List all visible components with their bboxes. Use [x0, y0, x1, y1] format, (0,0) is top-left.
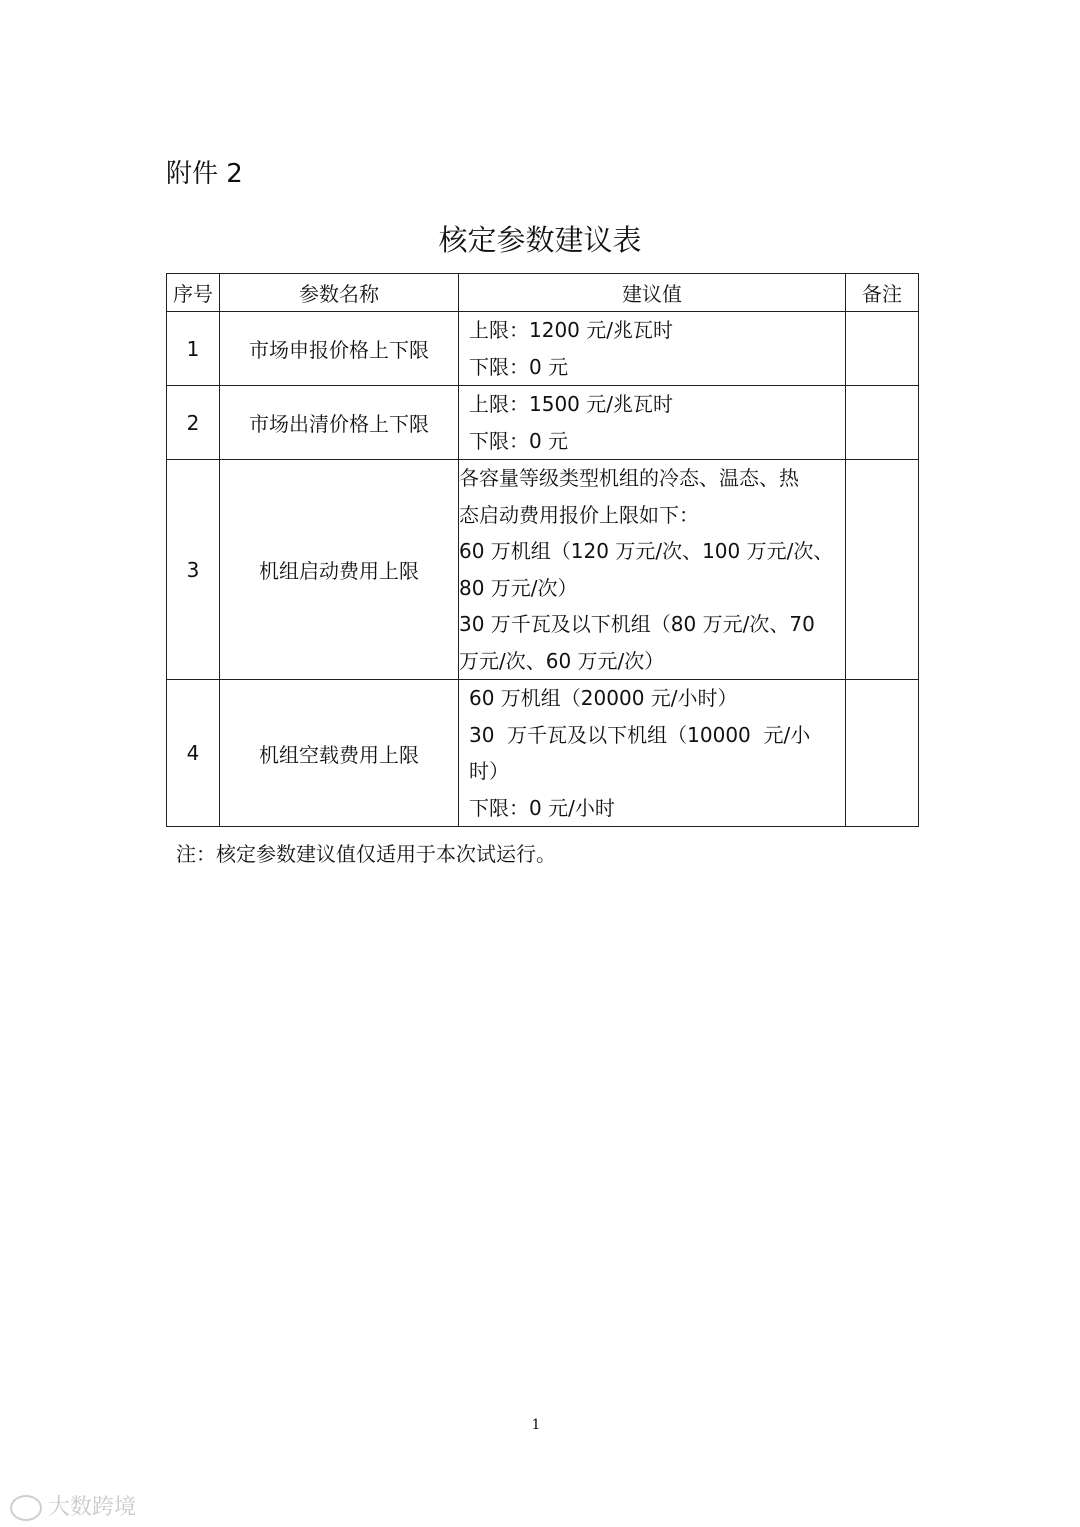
value-line: 下限：0 元 [469, 428, 569, 453]
row-remark [846, 680, 919, 827]
value-line: 30 万千瓦及以下机组（10000 元/小 [469, 722, 811, 747]
row-param-name: 市场申报价格上下限 [220, 312, 459, 386]
value-line: 态启动费用报价上限如下： [459, 502, 699, 527]
row-index: 2 [167, 386, 220, 460]
value-line: 60 万机组（120 万元/次、100 万元/次、 [459, 539, 834, 563]
row-param-name: 机组启动费用上限 [220, 460, 459, 680]
row-index: 4 [167, 680, 220, 827]
table-row [167, 312, 919, 386]
value-line: 上限：1200 元/兆瓦时 [469, 318, 673, 342]
row-suggested-value [459, 460, 846, 680]
table-note: 注：核定参数建议值仅适用于本次试运行。 [176, 842, 556, 866]
document-title: 核定参数建议表 [438, 223, 642, 257]
row-suggested-value [459, 386, 846, 460]
row-param-name: 机组空载费用上限 [220, 680, 459, 827]
header-remark: 备注 [846, 274, 919, 312]
header-suggested-value: 建议值 [459, 274, 846, 312]
parameter-table [166, 273, 919, 827]
header-index: 序号 [167, 274, 220, 312]
page-number: 1 [531, 1417, 541, 1433]
row-remark [846, 386, 919, 460]
row-remark [846, 312, 919, 386]
header-param-name: 参数名称 [220, 274, 459, 312]
watermark [10, 1490, 136, 1521]
table-header-row [167, 274, 919, 312]
row-suggested-value [459, 680, 846, 827]
row-index: 3 [167, 460, 220, 680]
row-index: 1 [167, 312, 220, 386]
row-remark [846, 460, 919, 680]
value-line: 各容量等级类型机组的冷态、温态、热 [459, 466, 799, 490]
watermark-logo-icon [10, 1495, 42, 1521]
table-row [167, 680, 919, 827]
value-line: 下限：0 元 [469, 354, 569, 379]
row-suggested-value [459, 312, 846, 386]
value-line: 60 万机组（20000 元/小时） [469, 686, 738, 710]
table-row [167, 460, 919, 680]
row-param-name: 市场出清价格上下限 [220, 386, 459, 460]
value-line: 上限：1500 元/兆瓦时 [469, 392, 673, 416]
value-line: 80 万元/次） [459, 575, 578, 600]
value-line: 下限：0 元/小时 [469, 795, 615, 820]
table-row [167, 386, 919, 460]
value-line: 时） [469, 759, 509, 783]
value-line: 万元/次、60 万元/次） [459, 648, 665, 673]
watermark-text: 大数跨境 [48, 1495, 137, 1520]
attachment-label: 附件 2 [166, 159, 243, 189]
value-line: 30 万千瓦及以下机组（80 万元/次、70 [459, 612, 815, 636]
